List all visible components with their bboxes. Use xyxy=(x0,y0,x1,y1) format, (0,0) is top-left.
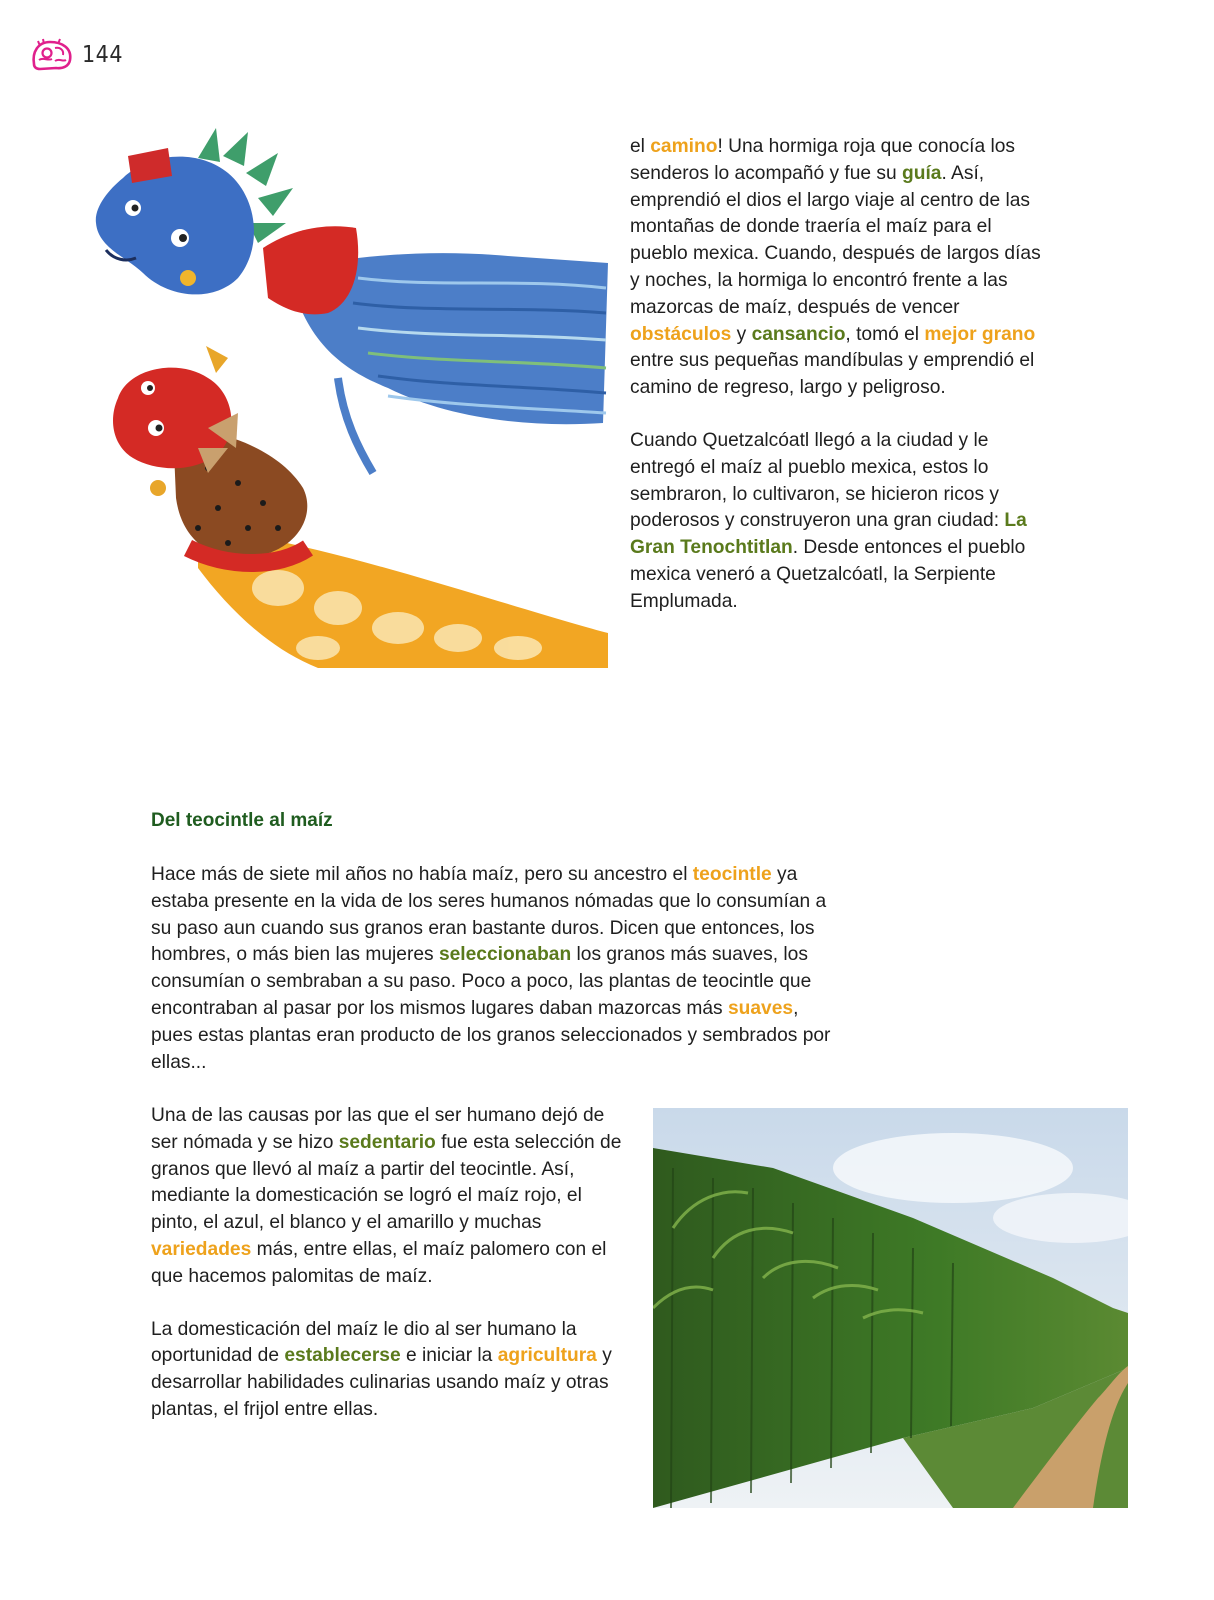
section-title: Del teocintle al maíz xyxy=(151,810,333,831)
aztec-glyph-icon xyxy=(30,38,74,72)
highlighted-keyword: obstáculos xyxy=(630,323,732,345)
story-paragraph: Cuando Quetzalcóatl llegó a la ciudad y le entregó el maíz al pueblo mexica, estos lo sembraron, lo cultivaron, se hicieron ricos y poderosos y construyeron una gran ciudad: La Gran Tenochtitlan. Desde entonces el pueblo mexica veneró a Quetzalcóatl, la Serpiente Emplumada. xyxy=(630,429,1027,612)
page-number: 144 xyxy=(82,42,123,68)
story-text xyxy=(630,134,1050,616)
highlighted-keyword: cansancio xyxy=(751,323,846,345)
highlighted-keyword: guía xyxy=(902,162,942,184)
corn-field-photo xyxy=(653,1108,1128,1508)
highlighted-keyword: agricultura xyxy=(497,1345,597,1367)
highlighted-keyword: La Gran Tenochtitlan xyxy=(630,510,1027,559)
highlighted-keyword: establecerse xyxy=(284,1345,401,1367)
highlighted-keyword: suaves xyxy=(727,997,794,1019)
blue-serpent-head xyxy=(96,157,254,295)
highlighted-keyword: variedades xyxy=(151,1238,252,1260)
highlighted-keyword: teocintle xyxy=(692,864,772,885)
highlighted-keyword: camino xyxy=(650,136,718,157)
serpent-illustration xyxy=(88,128,608,668)
intro-paragraph: Hace más de siete mil años no había maíz, pero su ancestro el teocintle ya estaba presente en la vida de los seres humanos nómadas que lo consumían a su paso aun cuando sus granos eran bastante duros. Dicen que entonces, los hombres, o más bien las mujeres seleccionaban los granos más suaves, los consumían o sembraban a su paso. Poco a poco, las plantas de teocintle que encontraban al pasar por los mismos lugares daban mazorcas más suaves, pues estas plantas eran producto de los granos seleccionados y sembrados por ellas... xyxy=(151,864,831,1073)
lower-text xyxy=(151,1103,631,1424)
highlighted-keyword: mejor grano xyxy=(924,323,1036,345)
highlighted-keyword: seleccionaban xyxy=(438,944,572,966)
page-header xyxy=(30,38,123,72)
highlighted-keyword: sedentario xyxy=(338,1131,436,1153)
red-collar xyxy=(263,226,358,314)
body-paragraph: La domesticación del maíz le dio al ser humano la oportunidad de establecerse e iniciar la agricultura y desarrollar habilidades culinarias usando maíz y otras plantas, el frijol entre ellas. xyxy=(151,1318,612,1420)
story-paragraph: el camino! Una hormiga roja que conocía los senderos lo acompañó y fue su guía. Así, emprendió el dios el largo viaje al centro de las montañas de donde traería el maíz para el pueblo mexica. Cuando, después de largos días y noches, la hormiga lo encontró frente a las mazorcas de maíz, después de vencer obstáculos y cansancio, tomó el mejor grano entre sus pequeñas mandíbulas y emprendió el camino de regreso, largo y peligroso. xyxy=(630,136,1041,399)
body-paragraph: Una de las causas por las que el ser humano dejó de ser nómada y se hizo sedentario fue esta selección de granos que llevó al maíz a partir del teocintle. Así, mediante la domesticación se logró el maíz rojo, el pinto, el azul, el blanco y el amarillo y muchas variedades más, entre ellas, el maíz palomero con el que hacemos palomitas de maíz. xyxy=(151,1105,622,1287)
